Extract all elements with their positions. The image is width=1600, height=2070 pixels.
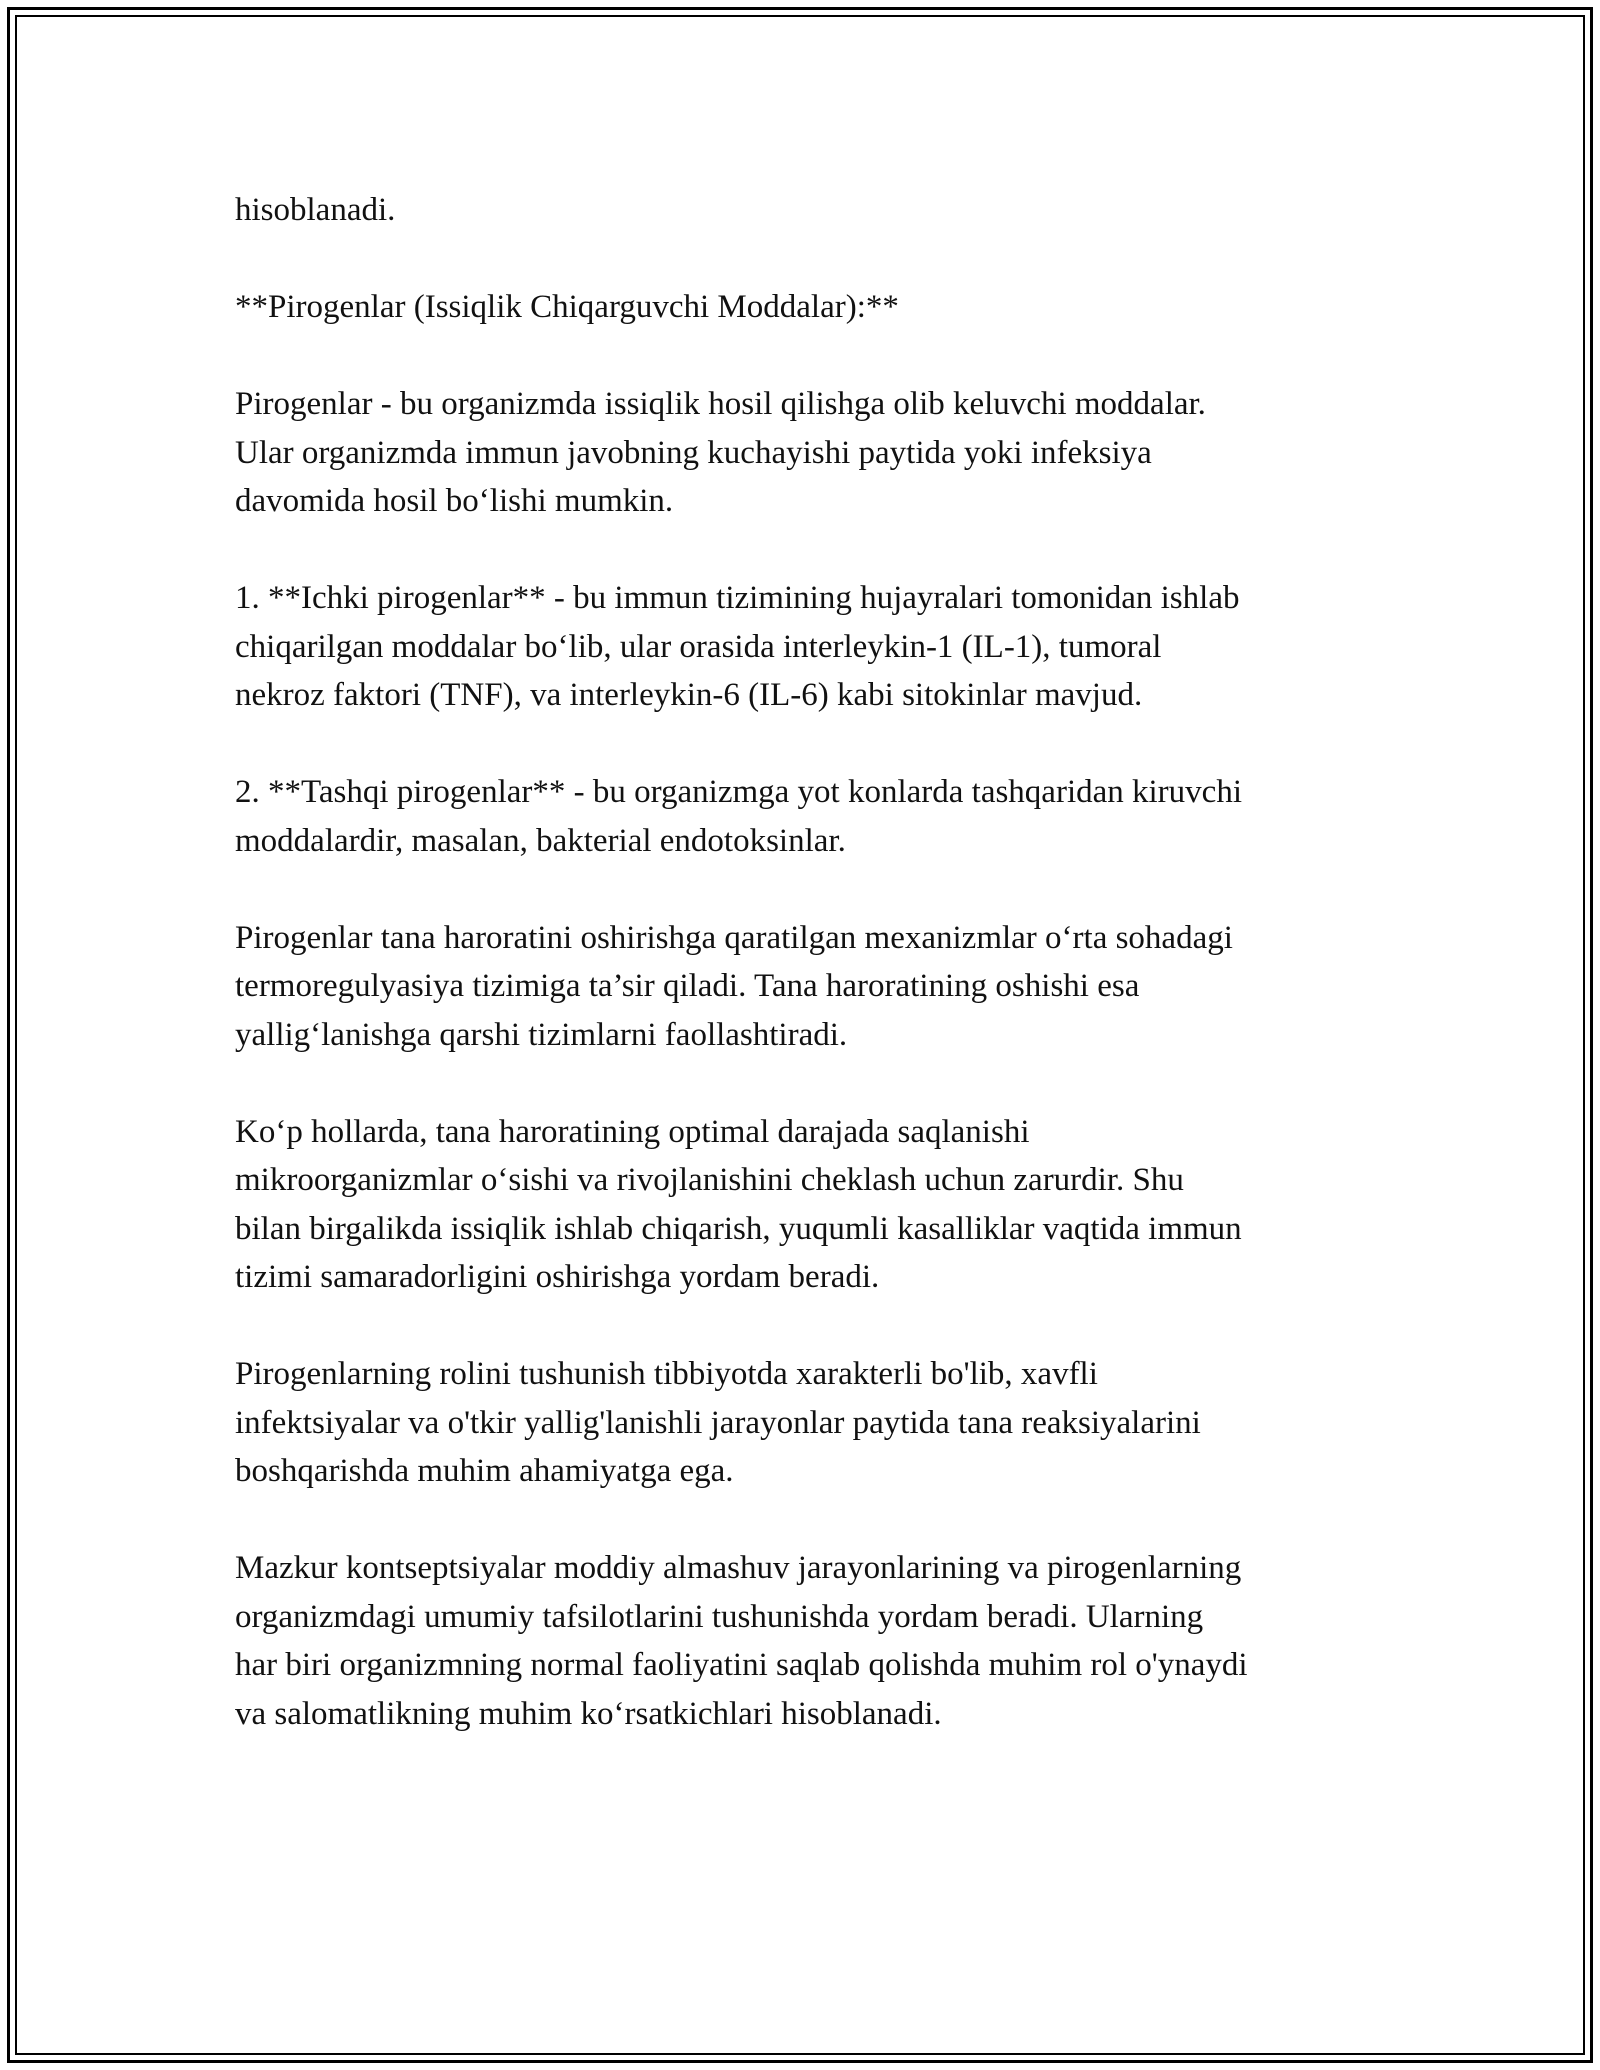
paragraph-thermoregulation: Pirogenlar tana haroratini oshirishga qaratilgan mexanizmlar o‘rta sohadagi termoregulyasiya tizimiga ta’sir qiladi. Tana haroratining oshishi esa yallig‘lanishga qarshi tizimlarni faollashtiradi. [235, 919, 1233, 1053]
document-body [235, 186, 1375, 1787]
paragraph-intro: Pirogenlar - bu organizmda issiqlik hosil qilishga olib keluvchi moddalar. Ular organizmda immun javobning kuchayishi paytida yoki infeksiya davomida hosil bo‘lishi mumkin. [235, 386, 1206, 519]
paragraph-medical-role: Pirogenlarning rolini tushunish tibbiyotda xarakterli bo'lib, xavfli infektsiyalar va o'tkir yallig'lanishli jarayonlar paytida tana reaksiyalarini boshqarishda muhim ahamiyatga ega. [235, 1356, 1201, 1489]
section-heading: **Pirogenlar (Issiqlik Chiqarguvchi Moddalar):** [235, 289, 899, 325]
paragraph-continuation: hisoblanadi. [235, 192, 396, 228]
paragraph-conclusion: Mazkur kontseptsiyalar moddiy almashuv jarayonlarining va pirogenlarning organizmdagi umumiy tafsilotlarini tushunishda yordam beradi. Ularning har biri organizmning normal faoliyatini saqlab qolishda muhim rol o'ynaydi va salomatlikning muhim ko‘rsatkichlari hisoblanadi. [235, 1550, 1248, 1732]
list-item-internal-pyrogens: 1. **Ichki pirogenlar** - bu immun tizimining hujayralari tomonidan ishlab chiqarilgan moddalar bo‘lib, ular orasida interleykin-1 (IL-1), tumoral nekroz faktori (TNF), va interleykin-6 (IL-6) kabi sitokinlar mavjud. [235, 580, 1240, 713]
paragraph-optimal-temperature: Ko‘p hollarda, tana haroratining optimal darajada saqlanishi mikroorganizmlar o‘sishi va rivojlanishini cheklash uchun zarurdir. Shu bilan birgalikda issiqlik ishlab chiqarish, yuqumli kasalliklar vaqtida immun tizimi samaradorligini oshirishga yordam beradi. [235, 1113, 1242, 1295]
list-item-external-pyrogens: 2. **Tashqi pirogenlar** - bu organizmga yot konlarda tashqaridan kiruvchi moddalardir, masalan, bakterial endotoksinlar. [235, 774, 1242, 859]
